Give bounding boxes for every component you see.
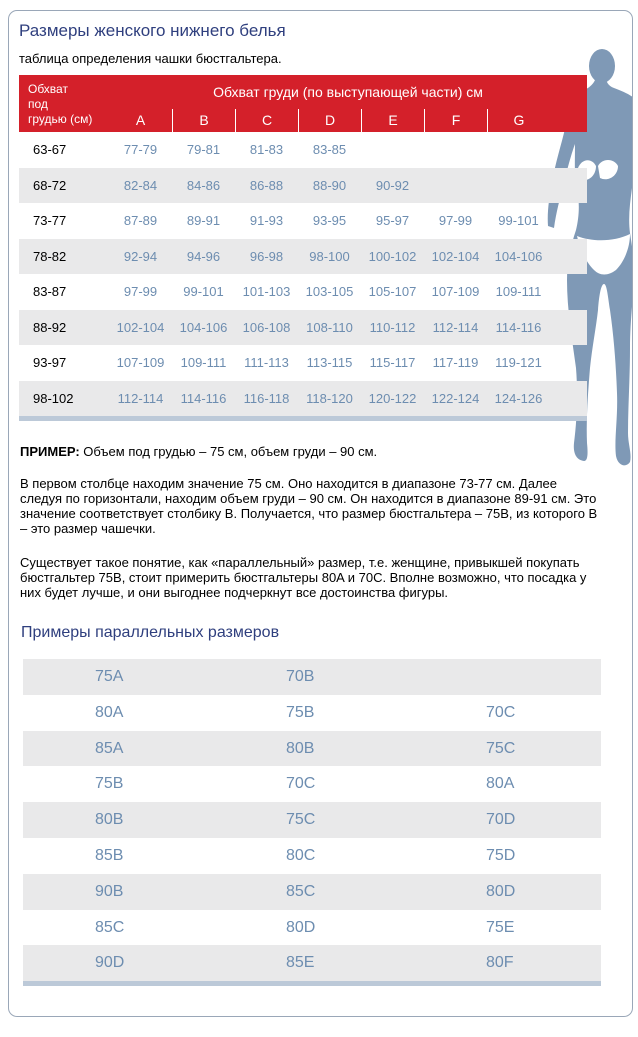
table-row [23, 659, 601, 695]
bust-cell: 99-101 [183, 284, 224, 300]
bust-cell: 102-104 [431, 248, 480, 264]
bust-cell: 100-102 [368, 248, 417, 264]
bust-cell: 104-106 [494, 248, 543, 264]
underbust-header [19, 75, 109, 132]
size-cell: 85C [286, 882, 316, 900]
bust-cell: 117-119 [432, 355, 479, 371]
parallel-sizes-title: Примеры параллельных размеров [21, 624, 280, 641]
size-cell: 75E [486, 918, 515, 936]
bust-cell: 99-101 [498, 213, 539, 229]
bust-cell: 107-109 [116, 355, 165, 371]
bust-cell: 103-105 [305, 284, 354, 300]
cup-header-d: D [298, 109, 361, 132]
cup-header-f: F [424, 109, 487, 132]
bust-cell: 95-97 [375, 213, 410, 229]
table-row [19, 203, 587, 239]
size-cell: 75C [486, 739, 516, 757]
bust-cell: 114-116 [180, 390, 227, 406]
band-cell: 93-97 [33, 355, 67, 371]
size-cell: 75D [486, 846, 516, 864]
bust-cell: 88-90 [312, 177, 347, 193]
bust-cell: 97-99 [438, 213, 473, 229]
table-row [19, 310, 587, 346]
cup-header-g: G [487, 109, 550, 132]
size-cell: 90D [95, 954, 125, 972]
size-cell: 85E [286, 954, 315, 972]
table-row [19, 168, 587, 204]
bust-cell: 107-109 [431, 284, 480, 300]
table-row [19, 132, 587, 168]
bust-cell: 108-110 [306, 319, 353, 335]
underbust-header-line: Обхват [28, 82, 68, 96]
table-row [23, 766, 601, 802]
band-cell: 98-102 [33, 390, 74, 406]
cup-size-table [19, 75, 587, 421]
size-cell: 70B [286, 668, 315, 685]
bust-cell: 109-111 [180, 355, 227, 371]
size-cell: 70C [286, 775, 316, 793]
band-cell: 88-92 [33, 319, 67, 335]
bust-cell: 97-99 [123, 284, 158, 300]
size-cell: 80F [486, 954, 514, 972]
parallel-sizes-table [23, 659, 601, 986]
bust-cell: 82-84 [123, 177, 158, 193]
bust-cell: 119-121 [495, 355, 542, 371]
bust-cell: 92-94 [123, 248, 158, 264]
table-row [23, 731, 601, 767]
size-cell: 75C [286, 811, 316, 829]
band-cell: 83-87 [33, 284, 67, 300]
size-cell: 85A [95, 739, 124, 757]
bust-cell: 110-112 [369, 319, 416, 335]
example-body: Объем под грудью – 75 см, объем груди – 90 см. [79, 444, 378, 459]
bust-cell: 89-91 [186, 213, 221, 229]
table-row [19, 345, 587, 381]
table-row [23, 945, 601, 981]
explanation-text: В первом столбце находим значение 75 см. Оно находится в диапазоне 73-77 см. Далее следуя по горизонтали, находим объем груди – 90 см. Он находится в диапазоне 89-91 см. Это значение соответствует столбику B. Получается, что размер бюстгальтера – 75B, из которого B – это размер чашечки. [20, 476, 598, 536]
band-cell: 73-77 [33, 213, 67, 229]
size-cell: 80C [286, 846, 316, 864]
bust-cell: 120-122 [368, 390, 417, 406]
cup-header-a: A [135, 112, 146, 128]
bust-cell: 83-85 [312, 142, 347, 158]
table-row [19, 274, 587, 310]
bust-header: Обхват груди (по выступающей части) см [213, 84, 483, 100]
bust-cell: 114-116 [495, 319, 542, 335]
bust-cell: 91-93 [249, 213, 284, 229]
size-cell: 80B [95, 811, 124, 829]
table-header [19, 75, 587, 132]
bust-cell: 105-107 [368, 284, 417, 300]
bust-cell: 113-115 [306, 355, 353, 371]
bust-cell: 122-124 [431, 390, 480, 406]
bust-cell: 111-113 [244, 355, 289, 371]
bust-cell: 101-103 [242, 284, 291, 300]
cup-header-c: C [235, 109, 298, 132]
bust-cell: 77-79 [123, 142, 158, 158]
bust-cell: 81-83 [249, 142, 284, 158]
page-subtitle: таблица определения чашки бюстгальтера. [19, 51, 282, 66]
bust-cell: 98-100 [309, 248, 350, 264]
size-cell: 80A [95, 703, 124, 721]
table-bottom-rule [19, 416, 587, 421]
size-cell: 75B [95, 775, 124, 793]
cup-header-e: E [361, 109, 424, 132]
bust-cell: 112-114 [432, 319, 479, 335]
cup-header-b: B [172, 109, 235, 132]
bust-cell: 106-108 [242, 319, 291, 335]
bust-cell: 124-126 [494, 390, 543, 406]
bust-cell: 102-104 [116, 319, 165, 335]
size-cell: 70C [486, 703, 516, 721]
bust-cell: 115-117 [369, 355, 416, 371]
example-label: ПРИМЕР: [20, 444, 80, 459]
bust-cell: 86-88 [249, 177, 284, 193]
table-row [19, 381, 587, 417]
size-cell: 70D [486, 811, 516, 829]
size-cell: 80B [286, 739, 315, 757]
underbust-header-line: грудью (см) [28, 112, 93, 126]
bust-cell: 87-89 [123, 213, 158, 229]
table-row [23, 910, 601, 946]
size-cell: 75B [286, 703, 315, 721]
table-row [23, 874, 601, 910]
table-bottom-rule [23, 981, 601, 986]
bust-cell: 90-92 [375, 177, 410, 193]
cup-letters [109, 109, 587, 132]
table-row [19, 239, 587, 275]
size-cell: 75A [95, 668, 124, 685]
bust-cell: 94-96 [186, 248, 221, 264]
bust-cell: 96-98 [249, 248, 284, 264]
table-row [23, 802, 601, 838]
size-cell: 80D [286, 918, 316, 936]
band-cell: 78-82 [33, 248, 67, 264]
band-cell: 68-72 [33, 177, 67, 193]
parallel-note-text: Существует такое понятие, как «параллельный» размер, т.е. женщине, привыкшей покупать бюстгальтер 75B, стоит примерить бюстгальтеры 80A и 70C. Вполне возможно, что посадка у них будет лучше, и они выгоднее подчеркнут все достоинства фигуры. [20, 555, 587, 600]
size-cell: 90B [95, 882, 124, 900]
bust-cell: 84-86 [186, 177, 221, 193]
example-text [20, 444, 602, 459]
bust-cell: 93-95 [312, 213, 347, 229]
table-row [23, 838, 601, 874]
bust-cell: 109-111 [495, 284, 542, 300]
bust-cell: 116-118 [243, 390, 290, 406]
size-guide-panel [8, 10, 633, 1017]
bust-cell: 104-106 [179, 319, 228, 335]
table-row [23, 695, 601, 731]
bust-cell: 112-114 [117, 390, 164, 406]
size-cell: 80A [486, 775, 515, 793]
bust-cell: 118-120 [306, 390, 353, 406]
underbust-header-line: под [28, 97, 48, 111]
size-cell: 85C [95, 918, 125, 936]
band-cell: 63-67 [33, 142, 67, 158]
page-title: Размеры женского нижнего белья [19, 21, 286, 40]
size-cell: 80D [486, 882, 516, 900]
size-cell: 85B [95, 846, 124, 864]
bust-cell: 79-81 [186, 142, 221, 158]
